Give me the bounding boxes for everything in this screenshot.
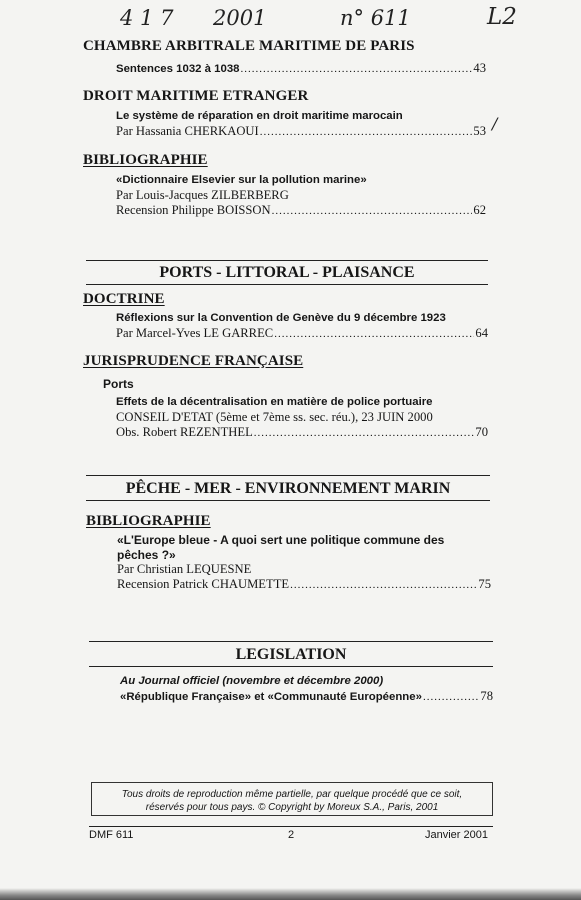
section-title-jurisprudence: JURISPRUDENCE FRANÇAISE [83,353,304,369]
court-line: CONSEIL D'ETAT (5ème et 7ème ss. sec. réu.), 23 JUIN 2000 [116,410,433,424]
toc-entry-title: «Dictionnaire Elsevier sur la pollution marine» [116,174,367,186]
copyright-line-2: réservés pour tous pays. © Copyright by Moreux S.A., Paris, 2001 [145,802,439,813]
legislation-rule-top [89,641,493,642]
legislation-rule-bottom [89,666,493,667]
footer-page-number: 2 [288,829,295,841]
toc-entry-title: «République Française» et «Communauté Européenne» [120,691,422,703]
author-line: Par Marcel-Yves LE GARREC [116,326,274,340]
banner-peche: PÊCHE - MER - ENVIRONNEMENT MARIN [125,480,451,497]
footer-date: Janvier 2001 [425,829,488,841]
banner-rule-bottom [86,284,488,285]
banner-rule-top [86,475,490,476]
toc-entry-legislation[interactable] [120,689,493,704]
author-line: Par Christian LEQUESNE [117,562,252,576]
banner-ports: PORTS - LITTORAL - PLAISANCE [159,264,415,281]
dot-leader [272,205,473,217]
page-number: 78 [480,689,493,703]
handwritten-note-number: n° 611 [340,6,411,30]
section-title-chambre: CHAMBRE ARBITRALE MARITIME DE PARIS [83,38,415,54]
page-number: 70 [475,425,488,439]
toc-entry-subtitle: Au Journal officiel (novembre et décembre 2000) [120,675,384,687]
review-line: Recension Patrick CHAUMETTE [117,577,290,591]
subsection-ports: Ports [103,377,134,391]
section-title-droit-etranger: DROIT MARITIME ETRANGER [83,88,309,104]
handwritten-note-year: 2001 [213,6,267,30]
legislation-title: LEGISLATION [235,646,347,663]
dot-leader [241,63,473,75]
page-number: 75 [478,577,491,591]
toc-entry-chaumette[interactable] [117,577,491,592]
footer-rule [89,826,493,827]
toc-entry-title-line1: «L'Europe bleue - A quoi sert une politique commune des [117,533,445,547]
section-title-bibliographie-2: BIBLIOGRAPHIE [86,513,211,529]
toc-entry-title: Effets de la décentralisation en matière de police portuaire [116,396,433,408]
page-number: 62 [473,203,486,217]
dot-leader [290,579,477,591]
observer-line: Obs. Robert REZENTHEL [116,425,253,439]
toc-entry-sentences[interactable] [116,61,486,76]
page-number: 53 [473,124,486,138]
toc-entry-title: Sentences 1032 à 1038 [116,63,240,75]
handwritten-note-corner: L2 [487,4,517,30]
page-number: 43 [473,61,486,75]
toc-entry-cherkaoui[interactable] [116,124,486,139]
toc-entry-le-garrec[interactable] [116,326,488,341]
footer-journal: DMF 611 [89,829,134,841]
dot-leader [274,328,474,340]
dot-leader [254,427,475,439]
section-title-doctrine: DOCTRINE [83,291,165,307]
review-line: Recension Philippe BOISSON [116,203,271,217]
scan-edge-shadow [0,888,581,900]
author-line: Par Hassania CHERKAOUI [116,124,259,138]
handwritten-tick: / [492,114,498,133]
page-number: 64 [475,326,488,340]
toc-entry-title: Le système de réparation en droit maritime marocain [116,110,403,122]
copyright-line-1: Tous droits de reproduction même partielle, par quelque procédé que ce soit, [121,789,463,800]
banner-rule-bottom [86,500,490,501]
handwritten-note-left: 4 1 7 [120,6,174,30]
banner-rule-top [86,260,488,261]
dot-leader [260,126,473,138]
author-line: Par Louis-Jacques ZILBERBERG [116,188,289,202]
section-title-bibliographie: BIBLIOGRAPHIE [83,152,208,168]
toc-entry-title: Réflexions sur la Convention de Genève du 9 décembre 1923 [116,312,446,324]
dot-leader [423,691,479,703]
toc-entry-title-line2: pêches ?» [117,548,176,562]
toc-entry-rezenthel[interactable] [116,425,488,440]
copyright-notice [91,782,493,816]
toc-entry-boisson[interactable] [116,203,486,218]
